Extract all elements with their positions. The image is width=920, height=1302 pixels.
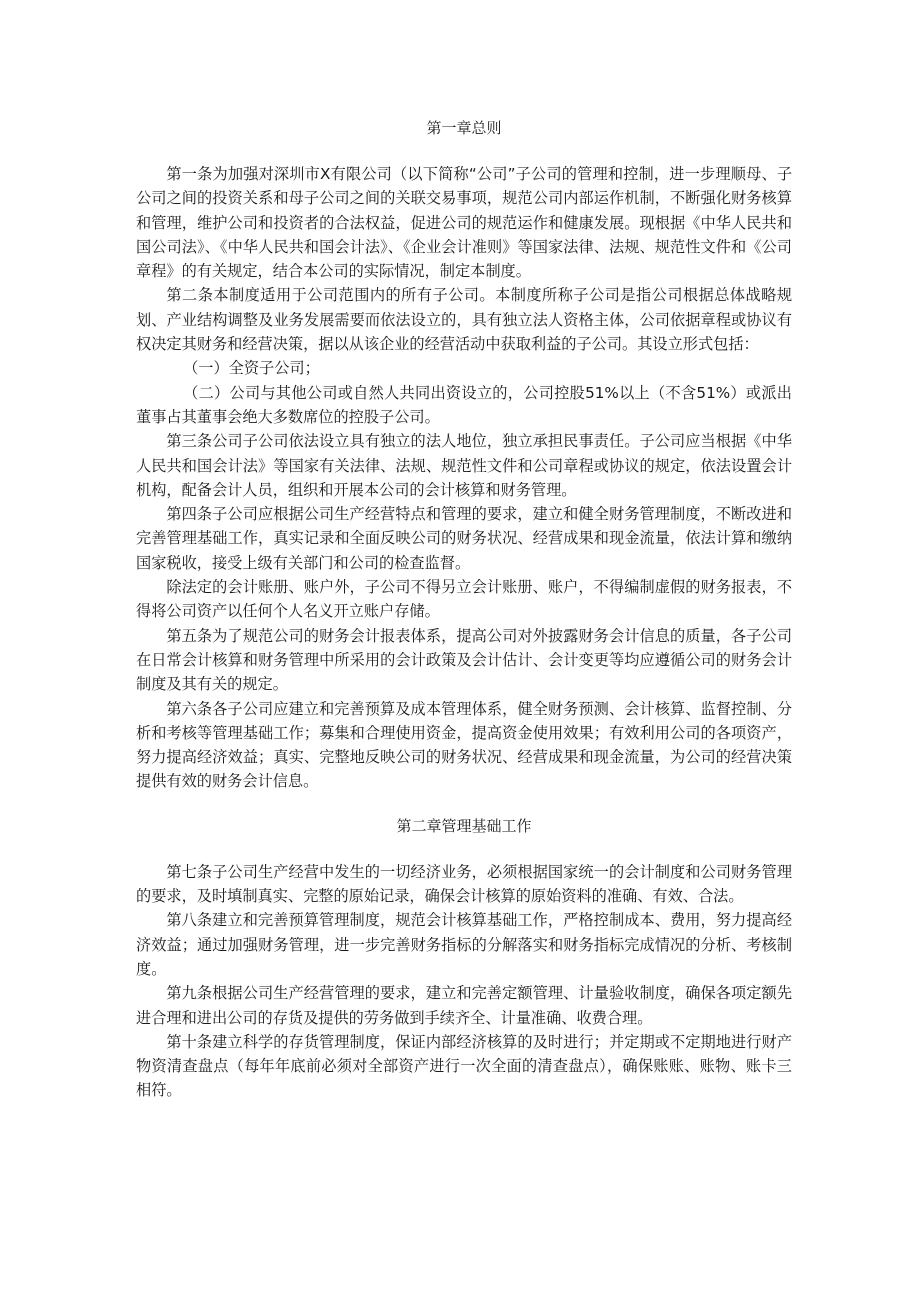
article-6: 第六条各子公司应建立和完善预算及成本管理体系，健全财务预测、会计核算、监督控制、分析和考核等管理基础工作；募集和合理使用资金，提高资金使用效果；有效利用公司的各项资产，努力提高经济效益；真实、完整地反映公司的财务状况、经营成果和现金流量，为公司的经营决策提供有效的财务会计信息。: [136, 699, 792, 791]
article-2: 第二条本制度适用于公司范围内的所有子公司。本制度所称子公司是指公司根据总体战略规划、产业结构调整及业务发展需要而依法设立的，具有独立法人资格主体，公司依据章程或协议有权决定其财务和经营决策，据以从该企业的经营活动中获取利益的子公司。其设立形式包括：: [136, 286, 792, 354]
article-7: 第七条子公司生产经营中发生的一切经济业务，必须根据国家统一的会计制度和公司财务管理的要求，及时填制真实、完整的原始记录，确保会计核算的原始资料的准确、有效、合法。: [136, 862, 792, 906]
article-2-item-2: （二）公司与其他公司或自然人共同出资设立的，公司控股51%以上（不含51%）或派出董事占其董事会绝大多数席位的控股子公司。: [136, 383, 792, 426]
article-8: 第八条建立和完善预算管理制度，规范会计核算基础工作，严格控制成本、费用，努力提高经济效益；通过加强财务管理，进一步完善财务指标的分解落实和财务指标完成情况的分析、考核制度。: [136, 911, 792, 978]
article-5: 第五条为了规范公司的财务会计报表体系，提高公司对外披露财务会计信息的质量，各子公司在日常会计核算和财务管理中所采用的会计政策及会计估计、会计变更等均应遵循公司的财务会计制度及其有关的规定。: [136, 626, 792, 694]
article-4-supplement: 除法定的会计账册、账户外，子公司不得另立会计账册、账户，不得编制虚假的财务报表，不得将公司资产以任何个人名义开立账户存储。: [136, 578, 792, 621]
article-9: 第九条根据公司生产经营管理的要求，建立和完善定额管理、计量验收制度，确保各项定额先进合理和进出公司的存货及提供的劳务做到手续齐全、计量准确、收费合理。: [136, 984, 792, 1027]
article-1: 第一条为加强对深圳市X有限公司（以下简称“公司”子公司的管理和控制，进一步理顺母、子公司之间的投资关系和母子公司之间的关联交易事项，规范公司内部运作机制，不断强化财务核算和管理，维护公司和投资者的合法权益，促进公司的规范运作和健康发展。现根据《中华人民共和国公司法》、《中华人民共和国会计法》、《企业会计准则》等国家法律、法规、规范性文件和《公司章程》的有关规定，结合本公司的实际情况，制定本制度。: [136, 165, 792, 281]
article-10: 第十条建立科学的存货管理制度，保证内部经济核算的及时进行；并定期或不定期地进行财产物资清查盘点（每年年底前必须对全部资产进行一次全面的清查盘点），确保账账、账物、账卡三相符。: [136, 1032, 792, 1100]
article-3: 第三条公司子公司依法设立具有独立的法人地位，独立承担民事责任。子公司应当根据《中华人民共和国会计法》等国家有关法律、法规、规范性文件和公司章程或协议的规定，依法设置会计机构，配备会计人员，组织和开展本公司的会计核算和财务管理。: [136, 432, 792, 499]
article-4: 第四条子公司应根据公司生产经营特点和管理的要求，建立和健全财务管理制度，不断改进和完善管理基础工作，真实记录和全面反映公司的财务状况、经营成果和现金流量，依法计算和缴纳国家税收，接受上级有关部门和公司的检查监督。: [136, 505, 792, 572]
article-2-item-1: （一）全资子公司；: [183, 359, 320, 378]
document-page: [136, 0, 792, 1103]
chapter-2-title: 第二章管理基础工作: [396, 816, 532, 835]
chapter-1-title: 第一章总则: [426, 119, 502, 137]
